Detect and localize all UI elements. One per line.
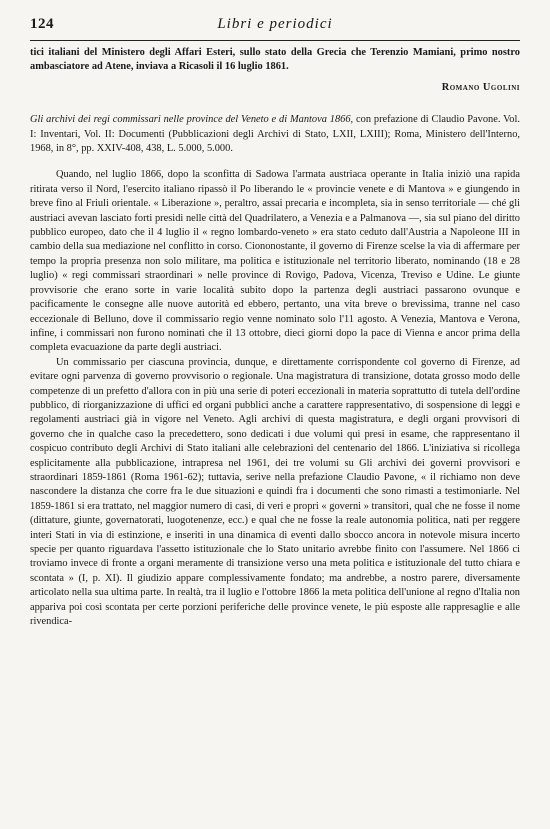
book-title: Gli archivi dei regi commissari nelle province del Veneto e di Mantova 1866, bbox=[30, 114, 354, 126]
book-details: con prefazione di Claudio Pavone. Vol. I: Inventari, Vol. II: Documenti (Pubblicazioni degli Archivi di Stato, LXII, LXIII); Roma, Ministero dell'Interno, 1968, in 8°, pp. XXIV-408, 438, L. 5.000, 5.000. bbox=[30, 114, 520, 155]
page-number: 124 bbox=[30, 16, 54, 32]
header-rule bbox=[30, 40, 520, 41]
previous-review-closing-text: tici italiani del Ministero degli Affari Esteri, sullo stato della Grecia che Terenzio Mamiani, primo nostro ambasciatore ad Atene, inviava a Ricasoli il 16 luglio 1861. bbox=[30, 47, 520, 73]
page-header bbox=[30, 14, 520, 38]
reviewer-signature: Romano Ugolini bbox=[441, 81, 520, 93]
page-body bbox=[30, 46, 520, 629]
review-paragraph-1: Quando, nel luglio 1866, dopo la sconfitta di Sadowa l'armata austriaca operante in Italia iniziò una rapida ritirata verso il Nord, l'esercito italiano ripassò il Po liberando le « provincie venete e di Mantova » e giungendo in breve fino al Friuli orientale. « Liberazione », peraltro, assai precaria e incompleta, sia in senso territoriale — ché gli austriaci avevan lasciato forti presidi nelle città del Quadrilatero, a Venezia e a Palmanova —, sia sul piano del diritto pubblico europeo, dato che il 4 luglio il « regno lombardo-veneto » era stato ceduto dall'Austria a Napoleone III in cambio della sua mediazione nel conflitto in corso. Ciononostante, il governo di Firenze scelse la via di affermare per tempo la propria presenza non solo militare, ma politica e istituzionale nel territorio liberato, nominando (18 e 28 luglio) « regi commissari straordinari » nelle province di Rovigo, Padova, Vicenza, Treviso e Udine. Le giunte provvisorie che erano sorte in varie località subito dopo la partenza degli austriaci passarono ovunque e pacificamente le consegne alle nuove autorità ed ebbero, pertanto, una vita breve o brevissima, tranne nel caso eccezionale di Belluno, dove il commissario regio venne nominato solo l'11 agosto. A Venezia, Mantova e Verona, infine, i commissari non furono nominati che il 13 ottobre, dieci giorni dopo la pace di Vienna e ancor prima della completa evacuazione da parte degli austriaci. bbox=[30, 169, 520, 354]
bibliographic-entry bbox=[30, 113, 520, 156]
review-paragraph-2: Un commissario per ciascuna provincia, dunque, e direttamente corrispondente col governo di Firenze, ad evitare ogni parvenza di governo provvisorio o regionale. Una magistratura di transizione, dotata grosso modo delle competenze di un prefetto d'allora con in più una serie di poteri eccezionali in materia soprattutto di tutela dell'ordine pubblico, di riorganizzazione di uffici ed organi pubblici anche a carattere rappresentativo, di sospensione di leggi e regolamenti austriaci già in vigore nel Veneto. Agli archivi di questa magistratura, e degli organi provvisori di governo che in qualche caso la precedettero, sono dedicati i due volumi qui presi in esame, che rappresentano il cospicuo contributo degli Archivi di Stato italiani alle celebrazioni del centenario del 1866. L'iniziativa si ricollega esplicitamente alla pubblicazione, intrapresa nel 1961, dei tre volumi su Gli archivi dei governi provvisori e straordinari 1859-1861 (Roma 1961-62); tuttavia, serive nella prefazione Claudio Pavone, « il richiamo non deve nascondere la distanza che corre fra le due situazioni e quindi fra i documenti che sono rimasti a testimoniarle. Nel 1859-1861 si era trattato, nel maggior numero di casi, di veri e propri « governi » transitori, qual che ne fosse il nome (dittature, giunte, governatorati, luogotenenze, ecc.) e qual che ne fosse la reale autonomia politica, nati per reggere interi Stati in via di estinzione, e inseriti in una dinamica di eventi dallo sbocco ancora in notevole misura incerto specie per quanto riguardava l'assetto istituzionale che lo Stato unitario avrebbe finito con l'assumere. Nel 1866 ci troviamo invece di fronte a organi meramente di transizione verso una meta politica e istituzionale del tutto chiara e scontata » (I, p. XI). Il giudizio appare complessivamente fondato; ma andrebbe, a nostro parere, diversamente articolato nella sua ultima parte. In realtà, tra il luglio e l'ottobre 1866 la meta politica dell'unione al regno d'Italia non appariva poi così scontata per certe porzioni periferiche delle province venete, le più esposte alle rappresaglie e alle rivendica- bbox=[30, 356, 520, 628]
running-title: Libri e periodici bbox=[217, 16, 333, 32]
